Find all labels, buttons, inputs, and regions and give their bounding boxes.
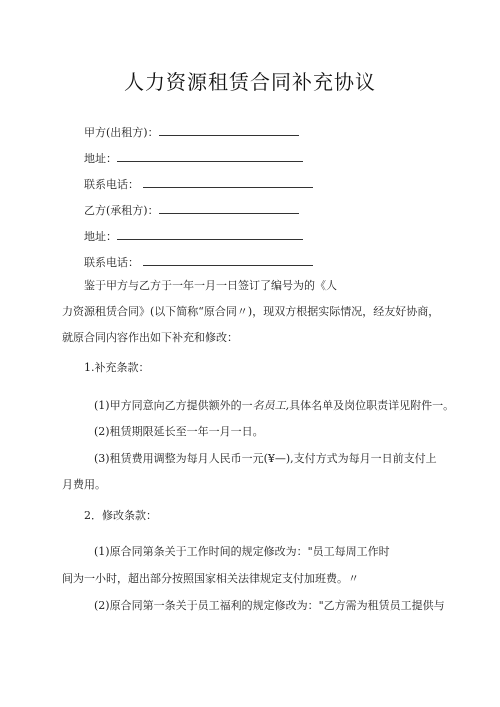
document-title: 人力资源租赁合同补充协议 (124, 70, 376, 94)
party-b-phone-label: 联系电话： (84, 256, 139, 269)
section-1-item-1 (94, 399, 454, 413)
party-a-label: 甲方(出租方)： (84, 126, 159, 139)
party-a-address-blank (117, 151, 303, 162)
section-1-item-3-line-2: 月费用。 (62, 478, 106, 491)
section-1-heading: 1.补充条款： (84, 361, 150, 374)
party-b-blank (159, 203, 299, 214)
party-b-phone-field (84, 255, 313, 270)
section-1-item-1-italic: 名员工, (252, 399, 290, 412)
party-a-phone-blank (143, 177, 313, 188)
party-b-address-label: 地址： (84, 230, 117, 243)
section-1-item-1-prefix: (1)甲方同意向乙方提供额外的一 (94, 399, 253, 412)
section-1-item-3-line-1: (3)租赁费用调整为每月人民币一元(¥—),支付方式为每月一日前支付上 (94, 452, 437, 465)
party-b-address-blank (117, 229, 303, 240)
section-2-item-1-line-2: 间为一小时，超出部分按照国家相关法律规定支付加班费。〃 (62, 572, 359, 585)
party-a-phone-field (84, 177, 313, 192)
section-2-item-2-line-1: (2)原合同第一条关于员工福利的规定修改为："乙方需为租赁员工提供与 (94, 599, 445, 612)
party-b-address-field (84, 229, 303, 244)
section-2-heading: 2．修改条款： (84, 509, 157, 522)
intro-line-3: 就原合同内容作出如下补充和修改： (62, 331, 238, 344)
intro-line-1: 鉴于甲方与乙方于一年一月一日签订了编号为的《人 (84, 279, 337, 292)
party-b-label: 乙方(承租方)： (84, 204, 159, 217)
party-a-address-label: 地址： (84, 152, 117, 165)
party-a-address-field (84, 151, 303, 166)
party-b-field (84, 203, 299, 218)
intro-line-2: 力资源租赁合同》(以下简称“原合同〃)，现双方根据实际情况，经友好协商， (62, 305, 440, 318)
party-a-phone-label: 联系电话： (84, 178, 139, 191)
party-a-field (84, 125, 299, 140)
section-1-item-1-suffix: 具体名单及岗位职责详见附件一。 (289, 399, 455, 412)
party-a-blank (159, 125, 299, 136)
section-1-item-2: (2)租赁期限延长至一年一月一日。 (94, 425, 264, 438)
section-2-item-1-line-1: (1)原合同第条关于工作时间的规定修改为："员工每周工作时 (94, 545, 390, 558)
party-b-phone-blank (143, 255, 313, 266)
